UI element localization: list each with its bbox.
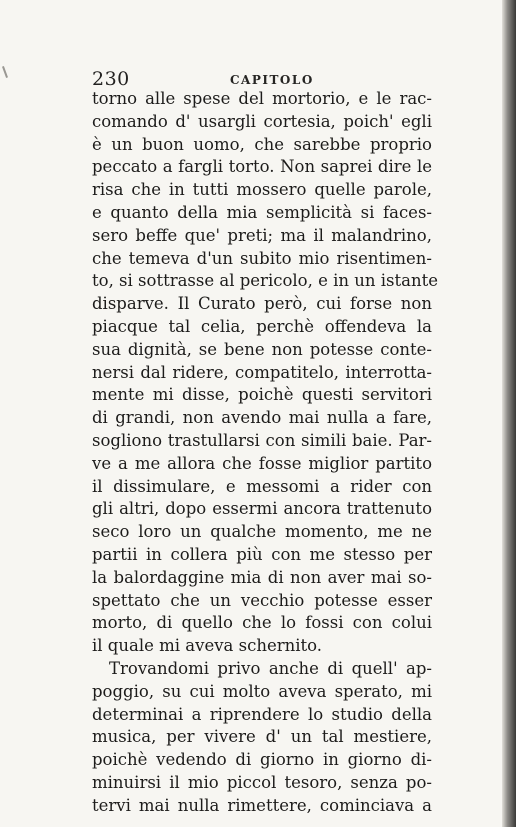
text-line: poichè vedendo di giorno in giorno di- (92, 750, 432, 770)
text-line: comando d' usargli cortesia, poich' egli (92, 111, 432, 131)
body-text (92, 88, 438, 818)
text-line: è un buon uomo, che sarebbe proprio (92, 134, 432, 154)
running-head: CAPITOLO (230, 73, 314, 87)
paragraph-1 (92, 88, 438, 658)
text-line: gli altri, dopo essermi ancora trattenuto (92, 499, 432, 519)
text-line: torno alle spese del mortorio, e le rac- (92, 89, 432, 108)
text-line: spettato che un vecchio potesse esser (92, 590, 432, 610)
page-number: 230 (92, 68, 130, 90)
text-line: ve a me allora che fosse miglior partito (92, 453, 432, 473)
book-spine-shadow (502, 0, 516, 827)
text-line: to, si sottrasse al pericolo, e in un istante (92, 271, 438, 291)
text-line: musica, per vivere d' un tal mestiere, (92, 727, 432, 747)
page-edge-mark (2, 66, 8, 78)
text-line: sero beffe que' preti; ma il malandrino, (92, 225, 432, 245)
text-line: Trovandomi privo anche di quell' ap- (109, 658, 432, 678)
text-line: seco loro un qualche momento, me ne (92, 522, 432, 542)
text-line: poggio, su cui molto aveva sperato, mi (92, 681, 432, 701)
text-line: piacque tal celia, perchè offendeva la (92, 316, 432, 336)
text-line: il dissimulare, e messomi a rider con (92, 476, 432, 496)
text-line: tervi mai nulla rimettere, cominciava a (92, 795, 432, 815)
text-line: partii in collera più con me stesso per (92, 544, 432, 564)
text-line: che temeva d'un subito mio risentimen- (92, 248, 432, 268)
text-line: morto, di quello che lo fossi con colui (92, 613, 432, 633)
text-line: la balordaggine mia di non aver mai so- (92, 567, 432, 587)
text-line: e quanto della mia semplicità si faces- (92, 202, 432, 222)
text-line: determinai a riprendere lo studio della (92, 704, 432, 724)
text-line: peccato a fargli torto. Non saprei dire le (92, 157, 432, 177)
paragraph-2 (92, 658, 432, 818)
text-line: mente mi disse, poichè questi servitori (92, 385, 432, 405)
text-line: sogliono trastullarsi con simili baie. Par- (92, 430, 432, 450)
text-line: nersi dal ridere, compatitelo, interrotta- (92, 362, 432, 382)
text-line: minuirsi il mio piccol tesoro, senza po- (92, 772, 432, 792)
text-line: di grandi, non avendo mai nulla a fare, (92, 408, 432, 428)
text-line: risa che in tutti mossero quelle parole, (92, 180, 432, 200)
text-line: disparve. Il Curato però, cui forse non (92, 294, 432, 314)
text-line: il quale mi aveva schernito. (92, 636, 323, 656)
text-line: sua dignità, se bene non potesse conte- (92, 339, 432, 359)
